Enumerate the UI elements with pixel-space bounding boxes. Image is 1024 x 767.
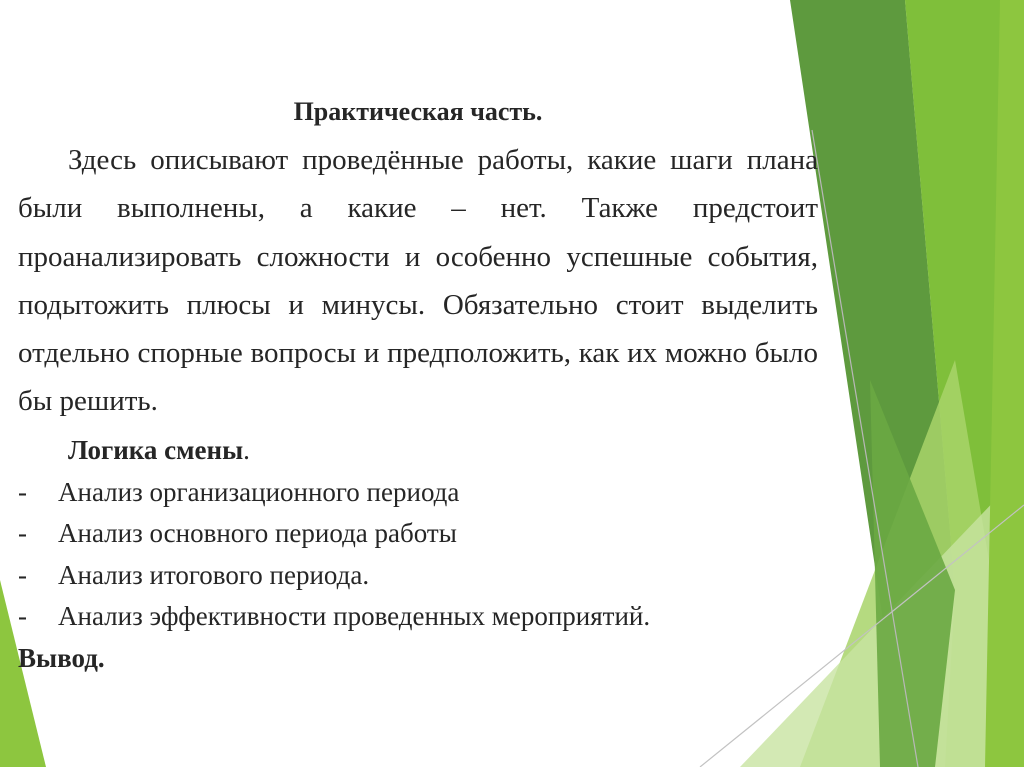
list-item (18, 472, 818, 514)
list-item (18, 555, 818, 597)
list-dash: - (18, 476, 27, 507)
list-item-text: Анализ организационного периода (58, 476, 460, 507)
conclusion-heading: Вывод. (18, 642, 105, 673)
logic-heading (18, 428, 818, 472)
list-dash: - (18, 601, 27, 632)
analysis-list (18, 472, 818, 638)
list-dash: - (18, 518, 27, 549)
list-item-text: Анализ основного периода работы (58, 518, 457, 549)
list-item-text: Анализ эффективности проведенных мероприятий. (58, 601, 651, 632)
description-paragraph: Здесь описывают проведённые работы, какие шаги плана были выполнены, а какие – нет. Также предстоит проанализировать сложности и особенно успешные события, подытожить плюсы и минусы. Обязательно стоит выделить отдельно спорные вопросы и предположить, как их можно было бы решить. (18, 144, 818, 418)
list-item (18, 513, 818, 555)
list-item-text: Анализ итогового периода. (58, 559, 370, 590)
list-item (18, 596, 818, 638)
slide-content (18, 92, 818, 678)
logic-heading-period: . (243, 434, 250, 465)
section-heading: Практическая часть. (293, 97, 543, 126)
logic-heading-text: Логика смены (68, 434, 244, 465)
list-dash: - (18, 559, 27, 590)
